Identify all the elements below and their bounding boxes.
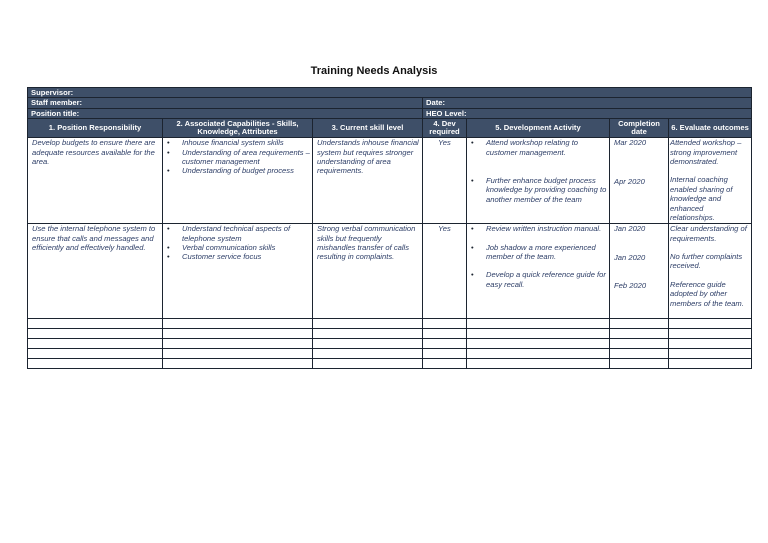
outcome-text: Clear understanding of requirements. [670, 224, 747, 243]
heo-level-label: HEO Level: [423, 108, 752, 118]
supervisor-label: Supervisor: [28, 88, 752, 98]
list-item: • Develop a quick reference guide for easy recall. [469, 270, 607, 289]
list-item: • Verbal communication skills [165, 243, 310, 252]
position-row [28, 108, 752, 118]
responsibility-cell: Develop budgets to ensure there are adequate resources available for the area. [28, 138, 163, 224]
dev-required-cell: Yes [423, 138, 467, 224]
completion-date: Jan 2020 [614, 224, 646, 234]
empty-row [28, 339, 752, 349]
training-needs-table [27, 87, 752, 369]
outcome-text: No further complaints received. [670, 252, 743, 271]
staff-row [28, 98, 752, 108]
list-item: • Further enhance budget process knowledge by providing coaching to another member of the team [469, 176, 607, 204]
supervisor-row [28, 88, 752, 98]
completion-date-cell [610, 138, 669, 224]
outcome-text: Reference guide adopted by other members of the team. [670, 279, 744, 308]
list-item: • Customer service focus [165, 252, 310, 261]
date-label: Date: [423, 98, 752, 108]
completion-date: Jan 2020 [614, 252, 646, 262]
capabilities-cell [163, 224, 313, 319]
header-development-activity: 5. Development Activity [467, 119, 610, 138]
list-item: • Job shadow a more experienced member of the team. [469, 243, 607, 262]
column-header-row [28, 119, 752, 138]
outcome-text: Internal coaching enabled sharing of knowledge and enhanced relationships. [670, 175, 733, 223]
list-item: • Review written instruction manual. [469, 224, 607, 233]
list-item: • Inhouse financial system skills [165, 138, 310, 147]
development-activity-cell [467, 138, 610, 224]
header-completion-date: Completion date [610, 119, 669, 138]
table-row [28, 224, 752, 319]
header-dev-required: 4. Dev required [423, 119, 467, 138]
header-evaluate-outcomes: 6. Evaluate outcomes [669, 119, 752, 138]
completion-date: Apr 2020 [614, 176, 645, 186]
empty-row [28, 359, 752, 369]
outcome-text: Attended workshop – strong improvement demonstrated. [670, 138, 742, 167]
header-capabilities: 2. Associated Capabilities - Skills, Knowledge, Attributes [163, 119, 313, 138]
development-activity-cell [467, 224, 610, 319]
outcomes-cell [669, 138, 752, 224]
header-current-skill: 3. Current skill level [313, 119, 423, 138]
current-skill-cell: Understands inhouse financial system but requires stronger understanding of area requirements. [313, 138, 423, 224]
empty-row [28, 349, 752, 359]
empty-row [28, 319, 752, 329]
current-skill-cell: Strong verbal communication skills but frequently mishandles transfer of calls resulting in complaints. [313, 224, 423, 319]
list-item: • Attend workshop relating to customer management. [469, 138, 607, 157]
list-item: • Understand technical aspects of telephone system [165, 224, 310, 243]
staff-member-label: Staff member: [28, 98, 423, 108]
header-responsibility: 1. Position Responsibility [28, 119, 163, 138]
completion-date: Feb 2020 [614, 281, 647, 291]
capabilities-cell [163, 138, 313, 224]
dev-required-cell: Yes [423, 224, 467, 319]
position-title-label: Position title: [28, 108, 423, 118]
document-title: Training Needs Analysis [310, 65, 438, 77]
completion-date-cell [610, 224, 669, 319]
list-item: • Understanding of area requirements – customer management [165, 148, 310, 167]
responsibility-cell: Use the internal telephone system to ensure that calls and messages and efficiently and effectively handled. [28, 224, 163, 319]
empty-row [28, 329, 752, 339]
table-row [28, 138, 752, 224]
outcomes-cell [669, 224, 752, 319]
list-item: • Understanding of budget process [165, 166, 310, 175]
completion-date: Mar 2020 [614, 138, 647, 148]
